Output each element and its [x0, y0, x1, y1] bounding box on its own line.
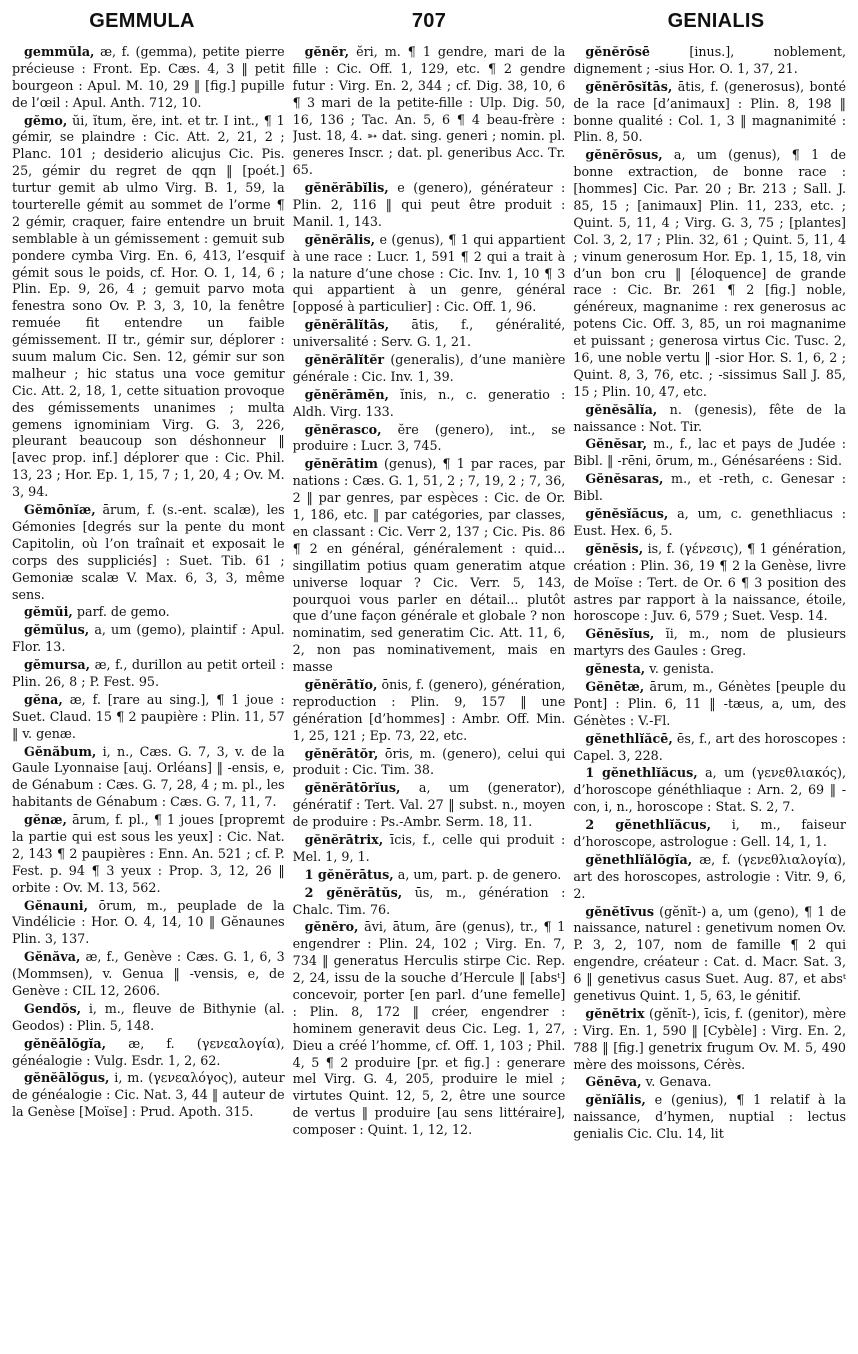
- entry-headword: 1 gĕnethlĭăcus,: [585, 765, 698, 781]
- entry-definition: ĕre (genero), int., se produire : Lucr. 3, 745.: [292, 421, 566, 454]
- entry-headword: gĕnethlĭălŏgĭa,: [585, 851, 693, 867]
- dictionary-entry: [573, 541, 846, 625]
- entry-headword: Gĕmōnĭæ,: [24, 502, 96, 518]
- header-right-guideword: GENIALIS: [667, 10, 765, 32]
- entry-headword: 1 gĕnĕrātus,: [304, 866, 394, 882]
- dictionary-entry: [573, 661, 846, 678]
- entry-headword: gĕnĕrālĭtās,: [304, 317, 390, 333]
- entry-definition: īcis, f., celle qui produit : Mel. 1, 9, 1.: [292, 831, 566, 864]
- dictionary-entry: [573, 852, 846, 903]
- dictionary-entry: [293, 746, 566, 780]
- entry-headword: gĕnĕrōsus,: [585, 147, 663, 163]
- dictionary-entry: [573, 147, 846, 400]
- dictionary-entry: [12, 812, 285, 896]
- entry-definition: a, um (γενεθλιακός), d’horoscope généthliaque : Arn. 2, 69 ‖ -con, i, n., horoscope : Stat. S. 2, 7.: [573, 765, 846, 815]
- dictionary-entry: [293, 44, 566, 179]
- entry-definition: a, um, c. genethliacus : Eust. Hex. 6, 5.: [573, 506, 846, 538]
- entry-definition: e (genius), ¶ 1 relatif à la naissance, d’hymen, nuptial : lectus genialis Cic. Clu. 14, lit: [573, 1092, 846, 1142]
- dictionary-entry: [573, 1074, 846, 1091]
- entry-definition: ātis, f. (generosus), bonté de la race [d’animaux] : Plin. 8, 198 ‖ bonne qualité : Col. 1, 3 ‖ magnanimité : Plin. 8, 50.: [573, 78, 846, 145]
- entry-definition: a, um (gemo), plaintif : Apul. Flor. 13.: [12, 622, 285, 655]
- dictionary-entry: [12, 1036, 285, 1070]
- dictionary-entry: [573, 436, 846, 470]
- entry-definition: v. genista.: [645, 661, 715, 677]
- text-columns: [12, 44, 846, 1349]
- entry-definition: ēs, f., art des horoscopes : Capel. 3, 228.: [573, 730, 846, 763]
- entry-headword: gemmŭla,: [24, 44, 95, 59]
- dictionary-entry: [573, 679, 846, 730]
- entry-definition: æ, f. (gemma), petite pierre précieuse : Front. Ep. Cæs. 4, 3 ‖ petit bourgeon : Apul. M. 10, 29 ‖ [fig.] pupille de l’œil : Apul. Anth. 712, 10.: [12, 44, 285, 110]
- entry-definition: i, m. (γενεαλόγος), auteur de généalogie : Cic. Nat. 3, 44 ‖ auteur de la Genèse [Moïse] : Prud. Apoth. 315.: [12, 1070, 285, 1120]
- entry-definition: ātis, f., généralité, universalité : Serv. G. 1, 21.: [292, 317, 566, 350]
- entry-headword: gĕnĕsĭăcus,: [585, 506, 669, 522]
- entry-definition: a, um, part. p. de genero.: [393, 866, 562, 882]
- entry-definition: ōris, m. (genero), celui qui produit : Cic. Tim. 38.: [292, 745, 566, 778]
- dictionary-entry: [293, 832, 566, 866]
- entry-headword: gĕnĕro,: [304, 919, 359, 935]
- dictionary-entry: [12, 1001, 285, 1035]
- entry-headword: 2 gĕnethlĭăcus,: [585, 817, 711, 833]
- entry-definition: ōnis, f. (genero), génération, reproduction : Plin. 9, 157 ‖ une génération [d’hommes] : Ambr. Off. Min. 1, 25, 121 ; Ep. 73, 22, etc.: [292, 676, 566, 743]
- dictionary-entry: [12, 604, 285, 621]
- entry-definition: æ, f., durillon au petit orteil : Plin. 26, 8 ; P. Fest. 95.: [12, 657, 285, 689]
- header-left-guideword: GEMMULA: [89, 10, 195, 32]
- entry-definition: æ, f. [rare au sing.], ¶ 1 joue : Suet. Claud. 15 ¶ 2 paupière : Plin. 11, 57 ‖ v. genæ.: [12, 691, 285, 741]
- entry-headword: gĕnĕtrix: [585, 1005, 645, 1021]
- dictionary-entry: [12, 44, 285, 112]
- entry-definition: æ, f., Genève : Cæs. G. 1, 6, 3 (Mommsen), v. Genua ‖ -vensis, e, de Genève : CIL 12, 2606.: [12, 949, 285, 998]
- entry-headword: gĕnĕālŏgus,: [24, 1070, 110, 1086]
- entry-definition: ārum, f. (s.-ent. scalæ), les Gémonies [degrés sur la pente du mont Capitolin, où l’on traînait et exposait le corps des suppliciés] : Suet. Tib. 61 ; Gemoniæ scalæ V. Max. 6, 3, 3, même sens.: [12, 502, 285, 602]
- dictionary-entry: [293, 867, 566, 884]
- entry-headword: 2 gĕnĕrātŭs,: [304, 884, 403, 900]
- dictionary-entry: [293, 387, 566, 421]
- entry-definition: a, um (generator), génératif : Tert. Val. 27 ‖ subst. n., moyen de produire : Ps.-Ambr. Serm. 18, 11.: [292, 780, 566, 830]
- dictionary-entry: [293, 780, 566, 831]
- dictionary-entry: [293, 180, 566, 231]
- dictionary-entry: [293, 919, 566, 1139]
- dictionary-entry: [293, 232, 566, 316]
- dictionary-entry: [12, 113, 285, 501]
- dictionary-entry: [293, 352, 566, 386]
- entry-headword: gĕnĕrātĭo,: [304, 676, 378, 692]
- entry-definition: e (genero), générateur : Plin. 2, 116 ‖ qui peut être produit : Manil. 1, 143.: [292, 180, 566, 229]
- entry-headword: gĕnĕrālis,: [304, 231, 376, 247]
- entry-definition: ūs, m., génération : Chalc. Tim. 76.: [292, 884, 566, 917]
- entry-headword: Gĕnauni,: [24, 897, 89, 913]
- dictionary-entry: [573, 79, 846, 147]
- entry-definition: parf. de gemo.: [72, 604, 170, 620]
- entry-headword: gĕnĕsālĭa,: [585, 401, 658, 417]
- entry-definition: (generalis), d’une manière générale : Cic. Inv. 1, 39.: [292, 352, 566, 384]
- dictionary-entry: [293, 456, 566, 676]
- entry-headword: gĕnĕrōsĭtās,: [585, 78, 673, 94]
- dictionary-entry: [12, 657, 285, 691]
- page-number: 707: [411, 10, 447, 32]
- dictionary-entry: [573, 626, 846, 660]
- entry-definition: ĕri, m. ¶ 1 gendre, mari de la fille : Cic. Off. 1, 129, etc. ¶ 2 gendre futur : Virg. En. 2, 344 ; cf. Dig. 38, 10, 6 ¶ 3 mari de la petite-fille : Ulp. Dig. 50, 16, 136 ; Tac. An. 5, 6 ¶ 4 beau-frère : Just. 18, 4. ➳ dat. sing. generi ; nomin. pl. generes Inscr. ; dat. pl. generibus Acc. Tr. 65.: [292, 44, 566, 178]
- entry-headword: Gĕnăva,: [24, 949, 81, 965]
- column-1: [12, 44, 285, 1349]
- entry-definition: ĭnis, n., c. generatio : Aldh. Virg. 133.: [292, 386, 566, 419]
- entry-headword: gĕnĕrātŏr,: [304, 745, 379, 761]
- entry-definition: v. Genava.: [641, 1074, 712, 1090]
- entry-headword: gĕnĕrāmĕn,: [304, 386, 389, 402]
- dictionary-entry: [573, 1092, 846, 1143]
- entry-headword: Gĕnĕsĭus,: [585, 626, 655, 642]
- dictionary-entry: [573, 731, 846, 765]
- dictionary-entry: [293, 422, 566, 456]
- entry-headword: Gĕnēva,: [585, 1074, 642, 1090]
- entry-headword: Gendŏs,: [24, 1000, 82, 1016]
- dictionary-entry: [573, 765, 846, 816]
- entry-headword: gĕmŭlus,: [24, 622, 90, 638]
- entry-definition: i, n., Cæs. G. 7, 3, v. de la Gaule Lyonnaise [auj. Orléans] ‖ -ensis, e, de Génabum : Cæs. G. 7, 28, 4 ; m. pl., les habitants de Génabum : Cæs. G. 7, 11, 7.: [12, 743, 285, 810]
- dictionary-entry: [12, 502, 285, 603]
- entry-headword: gĕnĕrātōrĭus,: [304, 780, 401, 796]
- column-2: [293, 44, 566, 1349]
- entry-definition: e (genus), ¶ 1 qui appartient à une race : Lucr. 1, 591 ¶ 2 qui a trait à la nature d’une chose : Cic. Inv. 1, 10 ¶ 3 qui appartient à un genre, général [opposé à particulier] : Cic. Off. 1, 96.: [292, 231, 566, 315]
- entry-headword: Gĕnētæ,: [585, 678, 645, 694]
- dictionary-entry: [573, 471, 846, 505]
- entry-headword: gĕnĕr,: [304, 44, 350, 59]
- entry-headword: gĕnĕrābĭlis,: [304, 180, 389, 196]
- entry-definition: (genus), ¶ 1 par races, par nations : Cæs. G. 1, 51, 2 ; 7, 19, 2 ; 7, 36, 2 ‖ par genres, par espèces : Cic. de Or. 1, 186, etc. ‖ par catégories, par classes, en classant : Cic. Verr 2, 137 ; Cic. Pis. 86 ¶ 2 en général, généralement : quid... singillatim potius quam generatim atque universe loquar ? Cic. Verr. 5, 143, pourquoi vous parler en détail... plutôt que d’une façon générale et globale ? non nominatim, sed generatim Cic. Att. 11, 6, 2, non pas nominativement, mais en masse: [292, 456, 566, 675]
- entry-definition: ārum, m., Génètes [peuple du Pont] : Plin. 6, 11 ‖ -tæus, a, um, des Génètes : V.-Fl.: [573, 678, 846, 728]
- dictionary-entry: [12, 622, 285, 656]
- dictionary-entry: [573, 904, 846, 1005]
- entry-headword: gĕnæ,: [24, 812, 67, 828]
- entry-definition: (gĕnĭt-), īcis, f. (genitor), mère : Virg. En. 1, 590 ‖ [Cybèle] : Virg. En. 2, 788 ‖ [fig.] genetrix frugum Ov. M. 5, 490 mère des moissons, Cérès.: [573, 1005, 846, 1072]
- entry-definition: ŭi, ĭtum, ĕre, int. et tr. I int., ¶ 1 gémir, se plaindre : Cic. Att. 2, 21, 2 ; Planc. 101 ; desiderio alicujus Cic. Pis. 25, gémir du regret de qqn ‖ [poét.] turtur gemit ab ulmo Virg. B. 1, 59, la tourterelle gémit au sommet de l’orme ¶ 2 gémir, craquer, faire entendre un bruit semblable à un gémissement : gemuit sub pondere cymba Virg. En. 6, 413, l’esquif gémit sous le poids, cf. Hor. O. 1, 14, 6 ; Plin. Ep. 9, 26, 4 ; gemuit parvo mota fenestra sono Ov. P. 3, 3, 10, la fenêtre remuée fit entendre un faible gémissement. II tr., gémir sur, déplorer : suum malum Cic. Sen. 12, gémir sur son malheur ; hic status una voce gemitur Cic. Att. 2, 18, 1, cette situation provoque des gémissements unanimes ; multa gemens ignominiam Virg. G. 3, 226, pleurant beaucoup son déshonneur ‖ [avec prop. inf.] déplorer que : Cic. Phil. 13, 23 ; Hor. Ep. 1, 15, 7 ; 1, 20, 4 ; Ov. M. 3, 94.: [12, 112, 285, 500]
- entry-headword: gĕmŭi,: [24, 604, 73, 620]
- entry-definition: i, m., fleuve de Bithynie (al. Geodos) : Plin. 5, 148.: [12, 1000, 285, 1033]
- dictionary-entry: [573, 44, 846, 78]
- entry-headword: Gĕnăbum,: [24, 743, 97, 759]
- entry-definition: ĭi, m., nom de plusieurs martyrs des Gaules : Greg.: [573, 626, 846, 659]
- dictionary-entry: [573, 1006, 846, 1074]
- entry-headword: gĕna,: [24, 691, 63, 707]
- entry-definition: āvi, ātum, āre (genus), tr., ¶ 1 engendrer : Plin. 24, 102 ; Virg. En. 7, 734 ‖ generatus Herculis stirpe Cic. Rep. 2, 24, issu de la souche d’Hercule ‖ [absᵗ] concevoir, porter [en parl. d’une femelle] : Plin. 8, 172 ‖ créer, engendrer : hominem generavit deus Cic. Leg. 1, 27, Dieu a créé l’homme, cf. Off. 1, 103 ; Phil. 4, 5 ¶ 2 produire [pr. et fig.] : generare mel Virg. G. 4, 205, produire le miel ; virtutes Quint. 12, 5, 2, être une source de vertus ‖ produire [au sens littéraire], composer : Quint. 1, 12, 12.: [292, 919, 566, 1138]
- entry-headword: gĕnesta,: [585, 661, 646, 677]
- dictionary-entry: [573, 817, 846, 851]
- dictionary-entry: [293, 677, 566, 745]
- entry-headword: Gĕnĕsaras,: [585, 471, 664, 487]
- entry-headword: gĕnĕtīvus: [585, 903, 655, 919]
- entry-headword: gĕmo,: [24, 112, 68, 128]
- dictionary-entry: [293, 885, 566, 919]
- entry-definition: n. (genesis), fête de la naissance : Not. Tir.: [573, 401, 846, 434]
- dictionary-entry: [12, 692, 285, 743]
- dictionary-entry: [12, 898, 285, 949]
- entry-headword: gĕnĕālŏgĭa,: [24, 1035, 107, 1051]
- dictionary-entry: [12, 1070, 285, 1121]
- dictionary-entry: [573, 402, 846, 436]
- entry-headword: gĕnĕrātrix,: [304, 831, 384, 847]
- entry-headword: gĕnĕrālĭtĕr: [304, 352, 385, 368]
- dictionary-entry: [573, 506, 846, 540]
- entry-headword: gĕnĕsis,: [585, 540, 644, 556]
- page-header: [12, 10, 846, 44]
- entry-definition: ōrum, m., peuplade de la Vindélicie : Hor. O. 4, 14, 10 ‖ Gĕnaunes Plin. 3, 137.: [12, 897, 285, 947]
- column-3: [573, 44, 846, 1349]
- entry-definition: m., et -reth, c. Genesar : Bibl.: [573, 471, 846, 504]
- entry-headword: gĕnethlĭăcē,: [585, 730, 673, 746]
- entry-definition: ārum, f. pl., ¶ 1 joues [propremt la partie qui est sous les yeux] : Cic. Nat. 2, 143 ¶ 2 paupières : Enn. An. 521 ; cf. P. Fest. p. 94 ¶ 3 yeux : Prop. 3, 12, 26 ‖ orbite : Ov. M. 13, 562.: [12, 812, 285, 895]
- entry-headword: gĕnĕrasco,: [304, 421, 382, 437]
- entry-headword: Gĕnĕsar,: [585, 436, 648, 452]
- entry-definition: æ, f. (γενεθλιαλογία), art des horoscopes, astrologie : Vitr. 9, 6, 2.: [573, 851, 846, 901]
- entry-definition: æ, f. (γενεαλογία), généalogie : Vulg. Esdr. 1, 2, 62.: [12, 1035, 285, 1068]
- entry-headword: gĕmursa,: [24, 657, 91, 673]
- dictionary-entry: [293, 317, 566, 351]
- entry-definition: a, um (genus), ¶ 1 de bonne extraction, de bonne race : [hommes] Cic. Par. 20 ; Br. 213 ; Sall. J. 85, 15 ; [animaux] Plin. 11, 233, etc. ; Quint. 5, 11, 4 ; Virg. G. 3, 75 ; [plantes] Col. 3, 2, 17 ; Plin. 32, 61 ; Quint. 5, 11, 4 ; vinum generosum Hor. Ep. 1, 15, 18, vin d’un bon cru ‖ [éloquence] de grande race : Cic. Br. 261 ¶ 2 [fig.] noble, généreux, magnanime : rex generosus ac potens Cic. Off. 3, 85, un roi magnanime et puissant ; generosa virtus Cic. Tusc. 2, 16, une noble vertu ‖ -sior Hor. S. 1, 6, 2 ; Quint. 8, 3, 76, etc. ; -sissimus Sall J. 85, 15 ; Plin. 10, 47, etc.: [573, 147, 846, 399]
- dictionary-entry: [12, 744, 285, 812]
- entry-headword: gĕnĕrātim: [304, 456, 378, 472]
- entry-definition: (gĕnĭt-) a, um (geno), ¶ 1 de naissance, naturel : genetivum nomen Ov. P. 3, 2, 107, nom de famille ¶ 2 qui engendre, créateur : Cat. d. Macr. Sat. 3, 6 ‖ genetivus casus Suet. Aug. 87, et absᵗ genetivus Quint. 1, 5, 63, le génitif.: [573, 903, 846, 1003]
- entry-definition: m., f., lac et pays de Judée : Bibl. ‖ -rēni, ōrum, m., Génésaréens : Sid.: [573, 436, 846, 469]
- entry-headword: gĕnĭālis,: [585, 1092, 646, 1108]
- dictionary-entry: [12, 949, 285, 1000]
- entry-definition: i, m., faiseur d’horoscope, astrologue : Gell. 14, 1, 1.: [573, 817, 846, 849]
- entry-headword: gĕnĕrōsē: [585, 44, 650, 59]
- entry-definition: [inus.], noblement, dignement ; -sius Hor. O. 1, 37, 21.: [573, 44, 846, 76]
- entry-definition: is, f. (γένεσις), ¶ 1 génération, création : Plin. 36, 19 ¶ 2 la Genèse, livre de Moïse : Tert. de Or. 6 ¶ 3 position des astres par rapport à la naissance, étoile, horoscope : Juv. 6, 579 ; Suet. Vesp. 14.: [573, 540, 846, 624]
